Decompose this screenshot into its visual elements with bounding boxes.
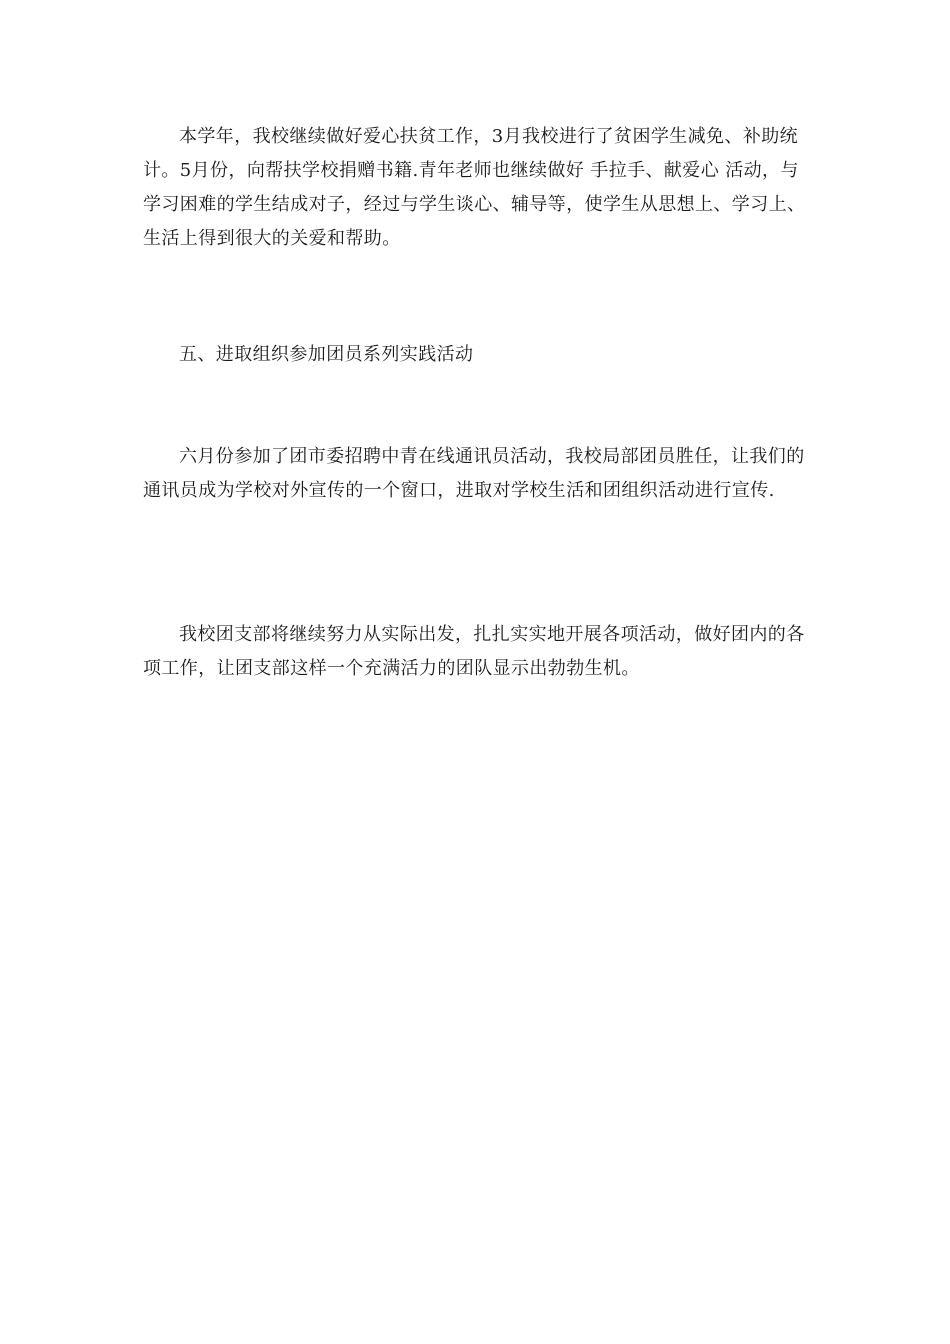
paragraph-correspondent-activity: 六月份参加了团市委招聘中青在线通讯员活动，我校局部团员胜任，让我们的通讯员成为学校对外宣传的一个窗口，进取对学校生活和团组织活动进行宣传. [143,446,805,501]
paragraph-charity-work: 本学年，我校继续做好爱心扶贫工作，3月我校进行了贫困学生减免、补助统计。5月份，向帮扶学校捐赠书籍.青年老师也继续做好 手拉手、献爱心 活动，与学习困难的学生结成对子，经过与学生谈心、辅导等，使学生从思想上、学习上、生活上得到很大的关爱和帮助。 [143,126,806,249]
paragraph-conclusion: 我校团支部将继续努力从实际出发，扎扎实实地开展各项活动，做好团内的各项工作，让团支部这样一个充满活力的团队显示出勃勃生机。 [143,624,805,679]
section-heading-practice-activities: 五、进取组织参加团员系列实践活动 [179,344,474,365]
